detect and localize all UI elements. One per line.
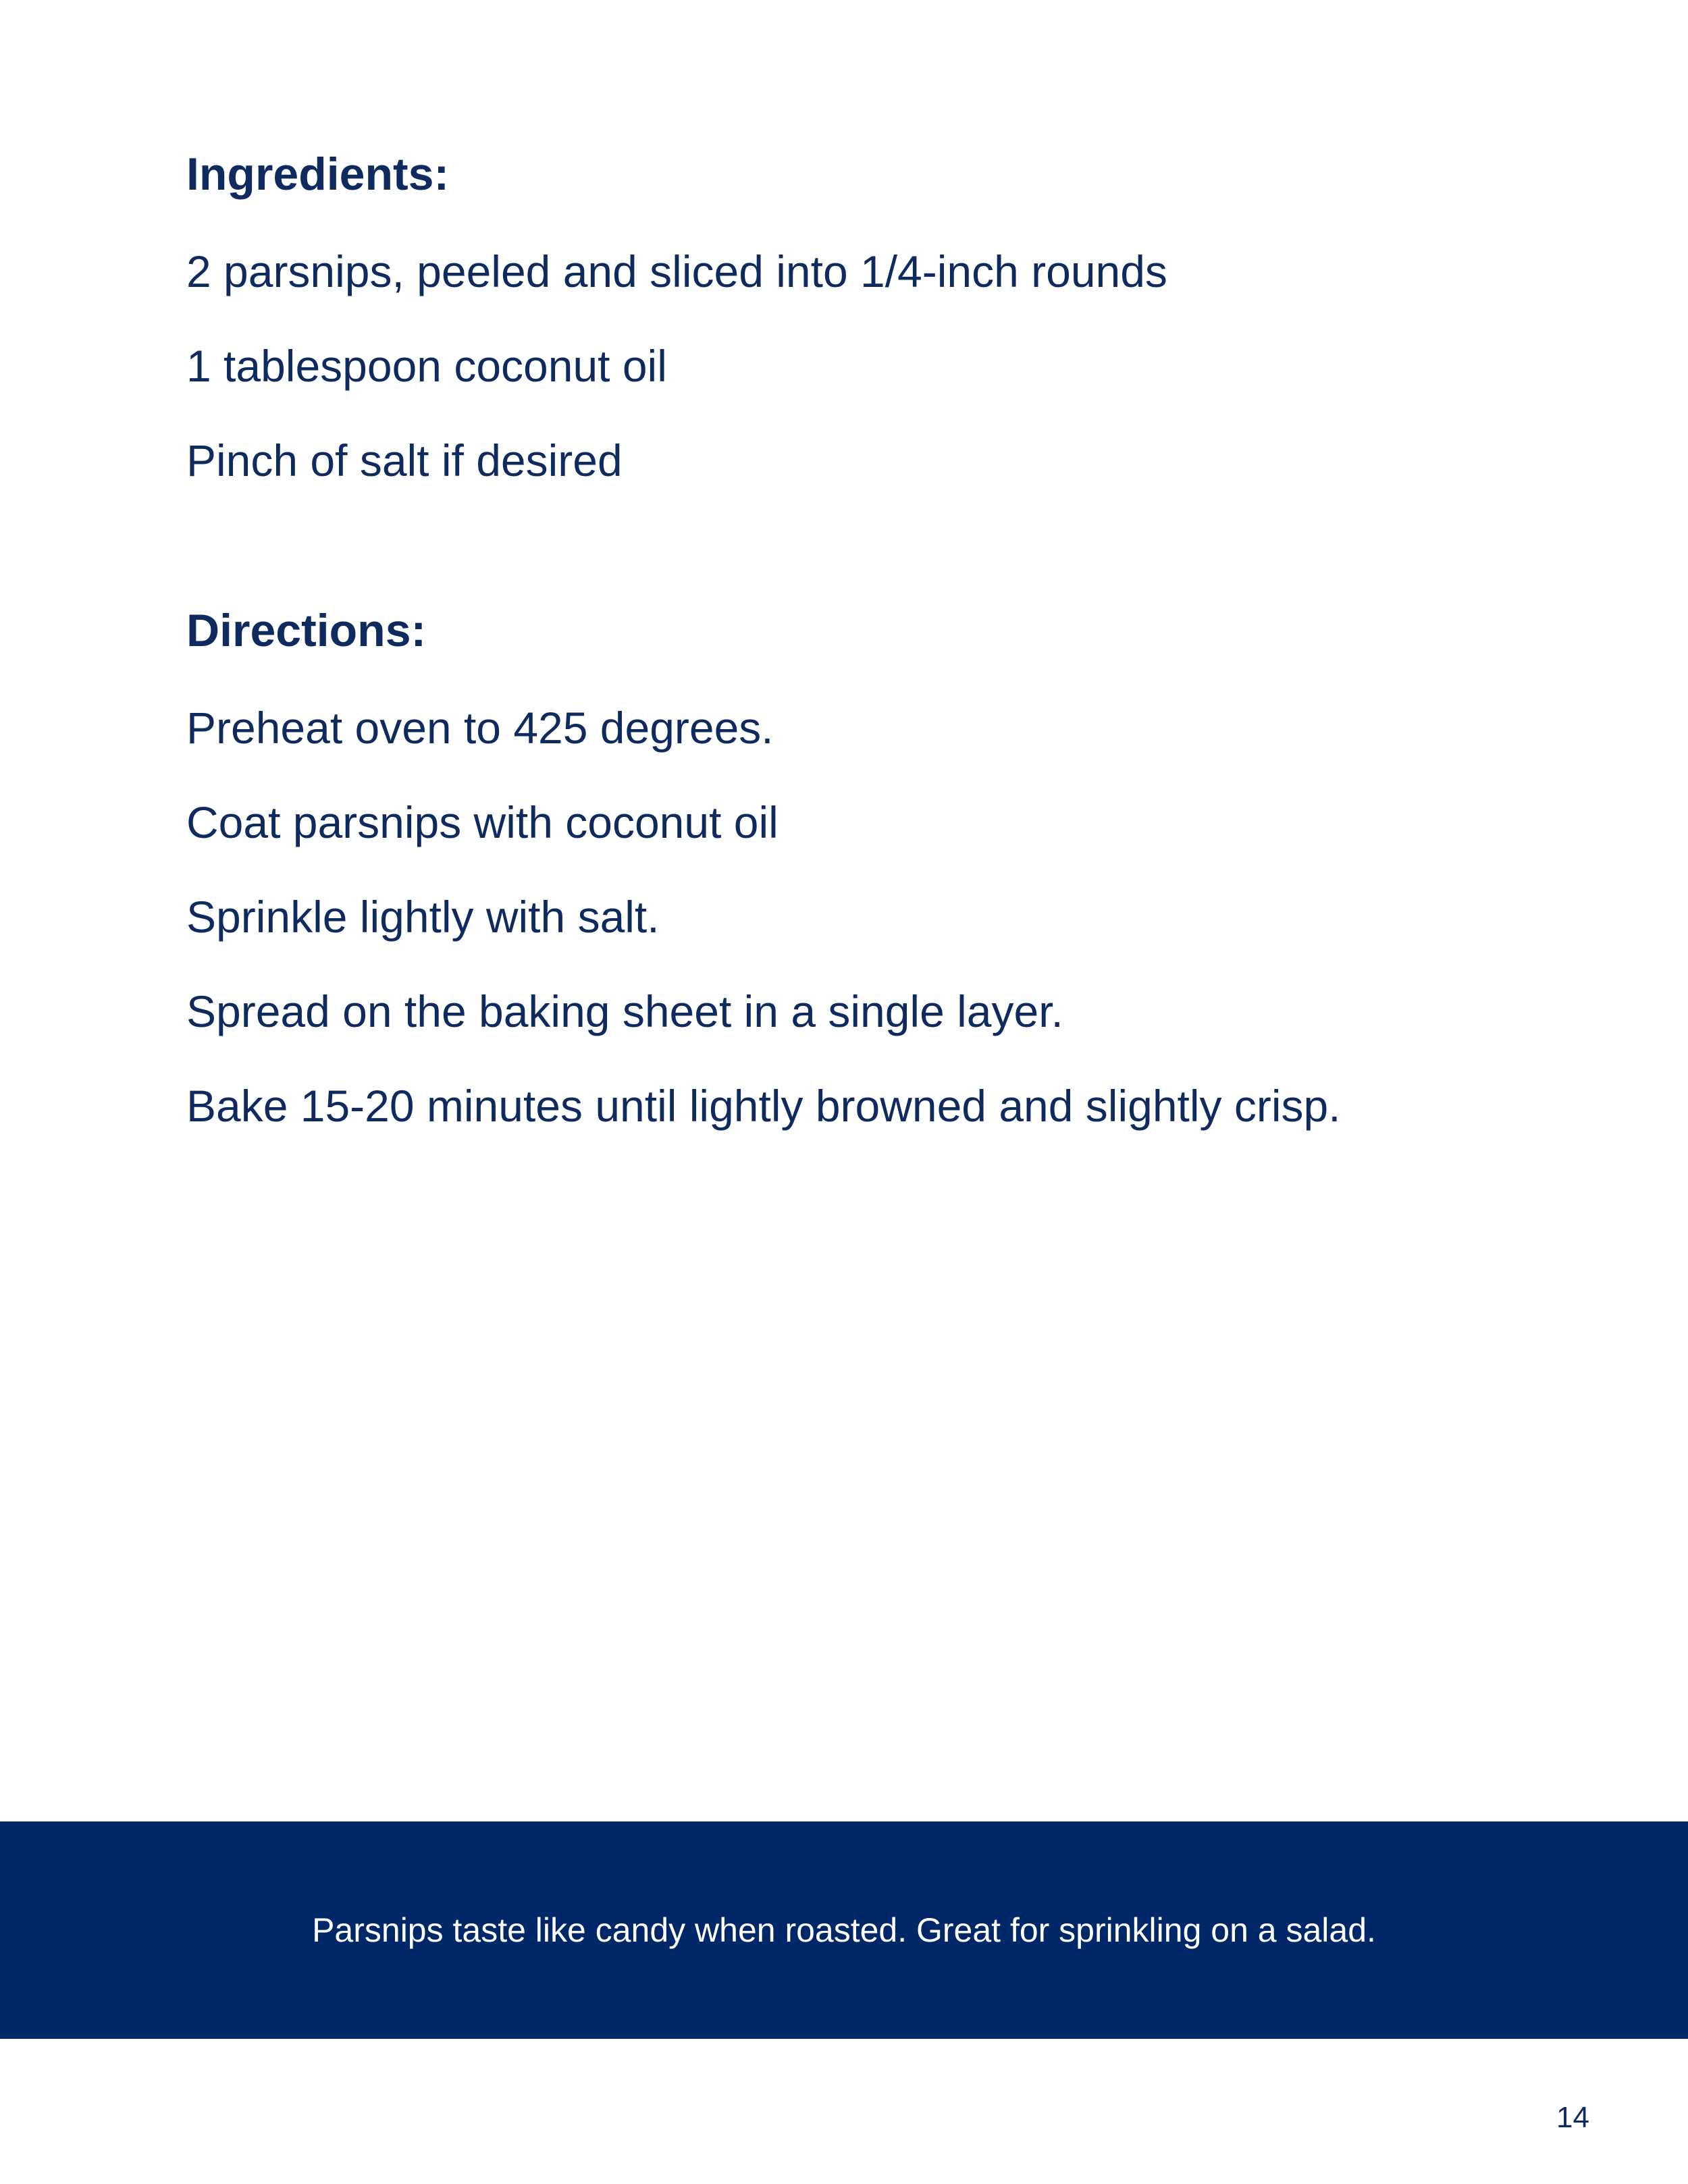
ingredient-item: 2 parsnips, peeled and sliced into 1/4-inch rounds — [186, 246, 1167, 296]
direction-step: Preheat oven to 425 degrees. — [186, 703, 774, 753]
directions-list — [186, 681, 1537, 1153]
direction-step: Sprinkle lightly with salt. — [186, 892, 660, 942]
tip-banner — [0, 1821, 1688, 2039]
ingredient-item: Pinch of salt if desired — [186, 435, 623, 485]
direction-step: Spread on the baking sheet in a single layer. — [186, 986, 1063, 1036]
tip-text: Parsnips taste like candy when roasted. Great for sprinkling on a salad. — [312, 1911, 1376, 1949]
direction-step: Coat parsnips with coconut oil — [186, 797, 779, 847]
ingredients-list — [186, 224, 1537, 508]
ingredient-item: 1 tablespoon coconut oil — [186, 341, 667, 391]
direction-step: Bake 15-20 minutes until lightly browned and slightly crisp. — [186, 1081, 1341, 1131]
ingredients-heading: Ingredients: — [186, 149, 450, 200]
page-number: 14 — [1556, 2101, 1589, 2134]
recipe-content — [186, 142, 1537, 1153]
directions-heading: Directions: — [186, 605, 427, 656]
